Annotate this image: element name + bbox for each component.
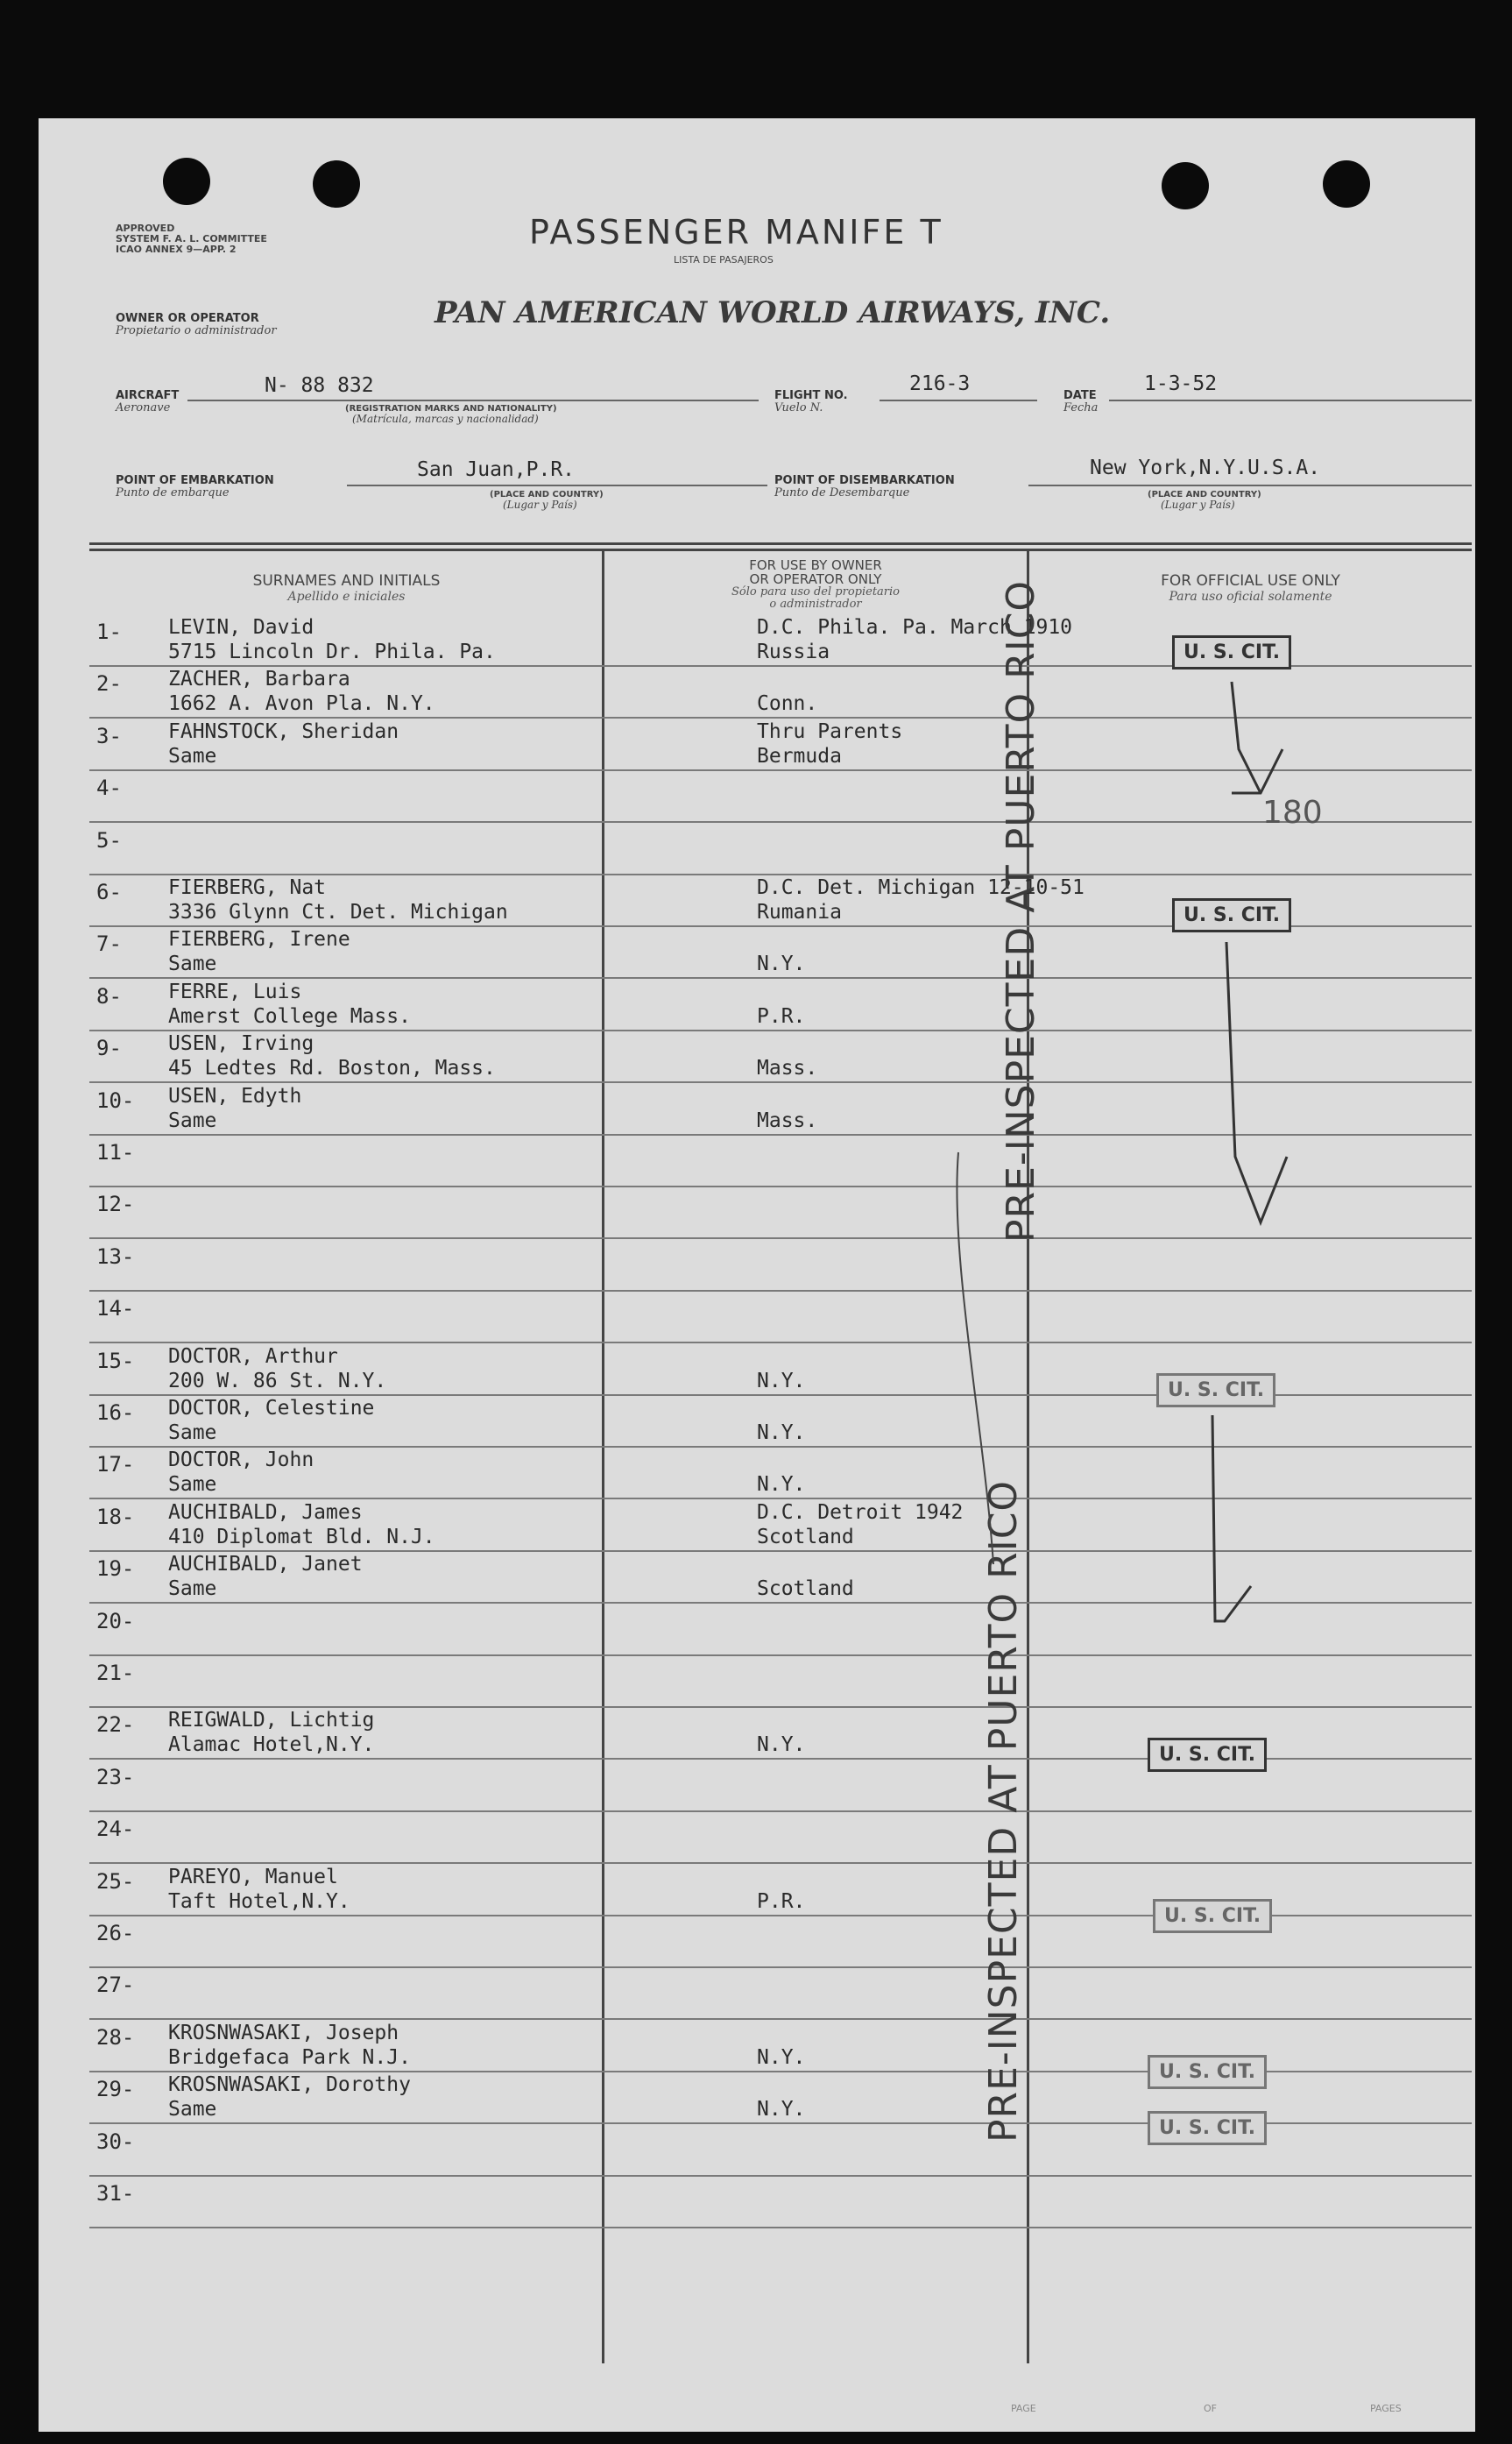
preinspected-stamp-upper: PRE-INSPECTED AT PUERTO RICO [999,579,1043,1243]
row-number: 29- [96,2077,135,2101]
owner-note: Thru Parents [757,720,903,743]
passenger-name: FIERBERG, Irene [168,928,350,951]
passenger-name: FIERBERG, Nat [168,876,327,899]
us-cit-stamp: U. S. CIT. [1148,1738,1267,1772]
flight-label-es: Vuelo N. [774,401,823,414]
passenger-name: KROSNWASAKI, Joseph [168,2022,399,2044]
owner-value: PAN AMERICAN WORLD AIRWAYS, INC. [435,295,1111,330]
passenger-name: LEVIN, David [168,616,314,639]
row-number: 27- [96,1973,135,1997]
row-number: 10- [96,1088,135,1113]
count-stamp: 180 [1262,795,1323,831]
row-number: 22- [96,1712,135,1737]
us-cit-stamp: U. S. CIT. [1172,898,1291,932]
row-number: 24- [96,1817,135,1841]
page-subtitle: LISTA DE PASAJEROS [674,254,774,266]
row-number: 31- [96,2181,135,2206]
us-cit-stamp: U. S. CIT. [1153,1899,1272,1933]
us-cit-stamp: U. S. CIT. [1156,1373,1275,1407]
col-official-header: FOR OFFICIAL USE ONLY Para uso oficial solamente [1161,572,1340,604]
row-number: 14- [96,1296,135,1321]
passenger-name: DOCTOR, Arthur [168,1345,338,1368]
disembark-note-es: (Lugar y País) [1161,499,1235,511]
passenger-name: DOCTOR, Celestine [168,1397,375,1420]
col-names-header: SURNAMES AND INITIALS Apellido e iniciales [252,572,441,604]
owner-note: Scotland [757,1577,854,1600]
footer-pages: PAGES [1370,2403,1402,2414]
owner-note: Conn. [757,692,818,715]
approval-note: APPROVED SYSTEM F. A. L. COMMITTEE ICAO ANNEX 9—APP. 2 [116,223,267,255]
passenger-address: Alamac Hotel,N.Y. [168,1733,375,1756]
disembark-note: (PLACE AND COUNTRY) [1148,490,1261,499]
row-number: 19- [96,1556,135,1581]
us-cit-stamp: U. S. CIT. [1148,2111,1267,2145]
passenger-name: AUCHIBALD, James [168,1501,363,1524]
aircraft-label: AIRCRAFT [116,389,180,402]
row-number: 30- [96,2129,135,2154]
owner-note: N.Y. [757,2046,806,2069]
footer-page: PAGE [1011,2403,1036,2414]
embark-label-es: Punto de embarque [116,486,230,499]
passenger-address: Same [168,745,217,768]
owner-note: N.Y. [757,1733,806,1756]
owner-note: N.Y. [757,1421,806,1444]
passenger-address: Taft Hotel,N.Y. [168,1890,350,1913]
footer-of: OF [1204,2403,1217,2414]
row-number: 9- [96,1036,122,1060]
passenger-address: 200 W. 86 St. N.Y. [168,1370,387,1392]
passenger-name: FERRE, Luis [168,981,302,1003]
aircraft-note-es: (Matrícula, marcas y nacionalidad) [352,413,539,425]
owner-note: N.Y. [757,953,806,975]
aircraft-note: (REGISTRATION MARKS AND NATIONALITY) [345,404,557,414]
embark-value: San Juan,P.R. [417,458,576,481]
row-number: 28- [96,2025,135,2050]
passenger-address: Same [168,1421,217,1444]
passenger-name: REIGWALD, Lichtig [168,1709,375,1732]
passenger-address: Amerst College Mass. [168,1005,411,1028]
passenger-address: Same [168,1473,217,1496]
embark-note: (PLACE AND COUNTRY) [490,490,604,499]
us-cit-stamp: U. S. CIT. [1148,2055,1267,2089]
embark-label: POINT OF EMBARKATION [116,474,274,487]
owner-note: Russia [757,641,830,663]
owner-note: Scotland [757,1526,854,1548]
passenger-address: Same [168,2098,217,2121]
owner-note: N.Y. [757,1370,806,1392]
preinspected-stamp-lower: PRE-INSPECTED AT PUERTO RICO [981,1479,1026,2143]
owner-label-es: Propietario o administrador [116,324,277,337]
row-number: 17- [96,1452,135,1477]
disembark-label: POINT OF DISEMBARKATION [774,474,955,487]
passenger-name: AUCHIBALD, Janet [168,1553,363,1576]
row-number: 6- [96,880,122,904]
passenger-address: 3336 Glynn Ct. Det. Michigan [168,901,508,924]
row-number: 13- [96,1244,135,1269]
embark-note-es: (Lugar y País) [503,499,577,511]
owner-note: Bermuda [757,745,842,768]
passenger-name: DOCTOR, John [168,1449,314,1471]
passenger-address: 410 Diplomat Bld. N.J. [168,1526,435,1548]
us-cit-stamp: U. S. CIT. [1172,635,1291,669]
page-title: PASSENGER MANIFE T [529,213,943,251]
passenger-name: FAHNSTOCK, Sheridan [168,720,399,743]
date-label: DATE [1063,389,1097,402]
owner-note: D.C. Detroit 1942 [757,1501,964,1524]
row-number: 18- [96,1505,135,1529]
row-number: 12- [96,1192,135,1216]
row-number: 7- [96,932,122,956]
row-number: 15- [96,1349,135,1373]
disembark-label-es: Punto de Desembarque [774,486,910,499]
passenger-name: PAREYO, Manuel [168,1866,338,1888]
date-label-es: Fecha [1063,401,1099,414]
row-number: 8- [96,984,122,1009]
passenger-address: 1662 A. Avon Pla. N.Y. [168,692,435,715]
aircraft-value: N- 88 832 [265,374,374,397]
row-number: 5- [96,828,122,853]
passenger-name: KROSNWASAKI, Dorothy [168,2073,411,2096]
passenger-address: Same [168,953,217,975]
passenger-name: ZACHER, Barbara [168,668,350,691]
check-marks [39,118,1475,2432]
row-number: 20- [96,1609,135,1633]
row-number: 23- [96,1765,135,1789]
row-number: 2- [96,671,122,696]
owner-note: Mass. [757,1109,818,1132]
row-number: 11- [96,1140,135,1165]
passenger-address: 45 Ledtes Rd. Boston, Mass. [168,1057,496,1080]
passenger-address: Bridgefaca Park N.J. [168,2046,411,2069]
owner-note: Rumania [757,901,842,924]
owner-note: D.C. Phila. Pa. March 1910 [757,616,1073,639]
owner-note: P.R. [757,1890,806,1913]
aircraft-label-es: Aeronave [116,401,171,414]
row-number: 26- [96,1921,135,1945]
manifest-sheet [39,118,1475,2432]
date-value: 1-3-52 [1144,372,1218,395]
owner-note: N.Y. [757,2098,806,2121]
passenger-name: USEN, Edyth [168,1085,302,1108]
row-number: 3- [96,724,122,748]
row-number: 1- [96,620,122,644]
owner-note: N.Y. [757,1473,806,1496]
row-number: 25- [96,1869,135,1894]
row-number: 4- [96,776,122,800]
passenger-address: Same [168,1577,217,1600]
passenger-address: Same [168,1109,217,1132]
owner-note: P.R. [757,1005,806,1028]
owner-label: OWNER OR OPERATOR [116,312,259,325]
owner-note: D.C. Det. Michigan 12-10-51 [757,876,1085,899]
row-number: 21- [96,1661,135,1685]
flight-value: 216-3 [909,372,971,395]
col-owner-header: FOR USE BY OWNER OR OPERATOR ONLY Sólo para uso del propietario o administrador [731,557,901,611]
row-number: 16- [96,1400,135,1425]
passenger-name: USEN, Irving [168,1032,314,1055]
flight-label: FLIGHT NO. [774,389,848,402]
owner-note: Mass. [757,1057,818,1080]
disembark-value: New York,N.Y.U.S.A. [1090,457,1321,479]
passenger-address: 5715 Lincoln Dr. Phila. Pa. [168,641,496,663]
